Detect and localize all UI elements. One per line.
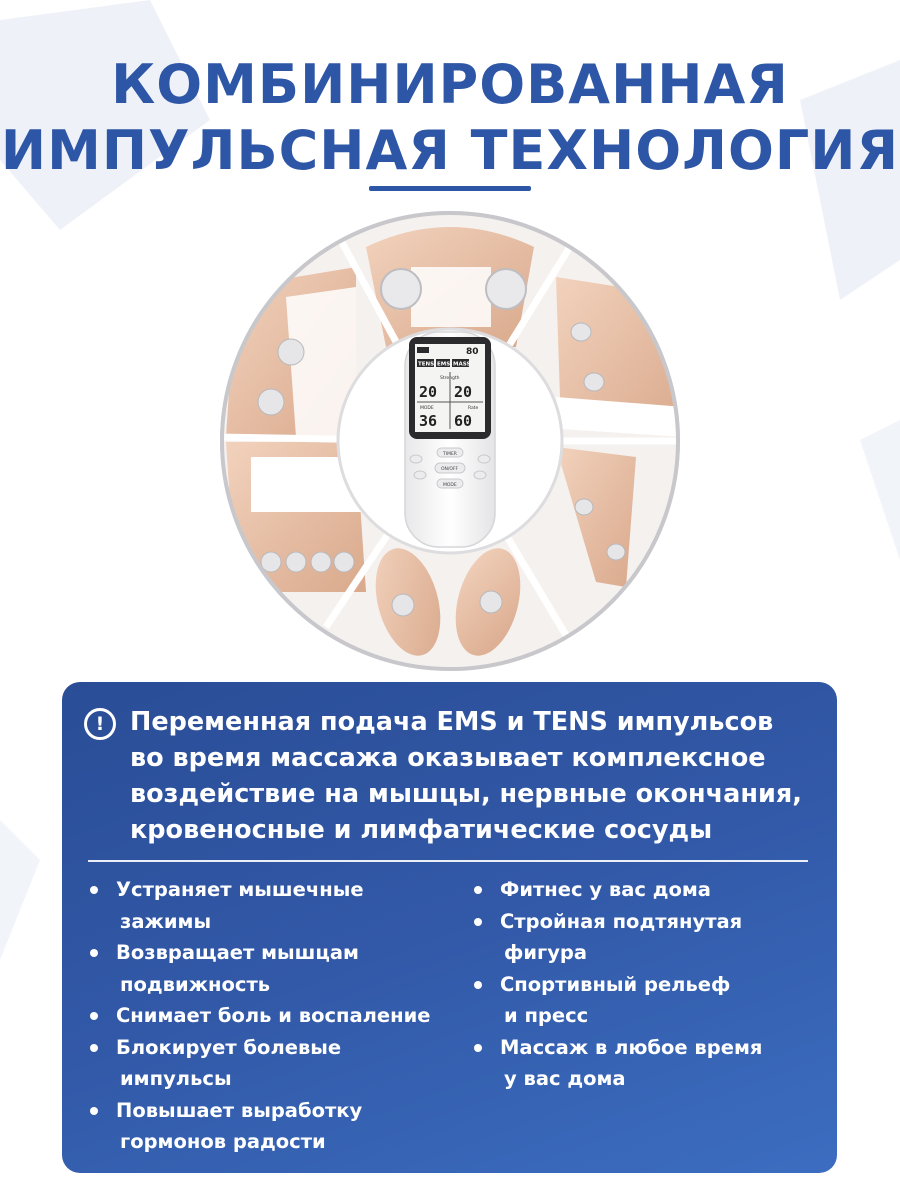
device-mode-mass: MASS: [453, 361, 471, 368]
page-title-line-1: КОМБИНИРОВАННАЯ: [111, 53, 789, 116]
list-item: [468, 969, 828, 1032]
bullet-icon: [474, 918, 482, 926]
info-line: Переменная подача EMS и TENS импульсов: [130, 707, 774, 737]
info-description: [130, 704, 820, 848]
list-item-text: у вас дома: [504, 1067, 626, 1090]
bullet-icon: [90, 949, 98, 957]
list-item: [468, 874, 828, 906]
card-divider: [88, 860, 808, 862]
arm-electrodes-photo: [226, 267, 356, 437]
tens-device: [405, 332, 495, 547]
list-item-text: гормонов радости: [120, 1130, 326, 1153]
list-item-text: Стройная подтянутая: [500, 909, 743, 933]
bullet-icon: [474, 886, 482, 894]
list-item-text: Устраняет мышечные: [116, 878, 364, 901]
exclamation-circle-icon: !: [84, 708, 116, 740]
device-mode-ems: EMS: [437, 361, 451, 368]
page-title: [0, 52, 900, 184]
list-item-text: подвижность: [120, 972, 271, 996]
list-item-text: Массаж в любое время: [500, 1035, 763, 1059]
abdomen-electrodes-photo: [556, 277, 684, 437]
list-item-text: Фитнес у вас дома: [500, 878, 711, 901]
benefits-list-left: [84, 874, 474, 1158]
list-item: [84, 1000, 474, 1032]
benefits-list-right: [468, 874, 828, 1095]
bullet-icon: [90, 1107, 98, 1115]
info-line: воздействие на мышцы, нервные окончания,: [130, 779, 802, 809]
device-mode-tens: TENS: [418, 361, 435, 368]
device-rate-value: 60: [454, 412, 473, 430]
device-top-value: 80: [466, 347, 479, 357]
bullet-icon: [90, 1044, 98, 1052]
application-collage: [216, 207, 684, 675]
device-left-strength: 20: [419, 383, 438, 401]
list-item: [84, 937, 474, 1000]
page-title-line-2: ИМПУЛЬСНАЯ ТЕХНОЛОГИЯ: [0, 119, 900, 182]
info-card: [62, 682, 837, 1173]
list-item: [84, 1032, 474, 1095]
device-mode-label: MODE: [420, 406, 434, 411]
list-item-text: фигура: [504, 941, 588, 964]
bullet-icon: [474, 981, 482, 989]
list-item-text: Возвращает мышцам: [116, 941, 359, 964]
list-item-text: Снимает боль и воспаление: [116, 1004, 431, 1027]
title-underline: [369, 186, 531, 191]
list-item-text: импульсы: [120, 1067, 232, 1090]
list-item: [84, 1095, 474, 1158]
device-rate-label: Rate: [468, 406, 479, 411]
device-timer-button: TIMER: [443, 452, 457, 457]
list-item-text: Спортивный рельеф: [500, 972, 731, 996]
list-item: [468, 906, 828, 969]
list-item-text: зажимы: [120, 909, 212, 933]
list-item: [84, 874, 474, 937]
info-line: кровеносные и лимфатические сосуды: [130, 815, 713, 845]
device-mode-value: 36: [419, 412, 438, 430]
device-strength-label: Strength: [440, 376, 460, 381]
list-item: [468, 1032, 828, 1095]
device-mode-button: MODE: [443, 483, 457, 488]
bullet-icon: [90, 1012, 98, 1020]
bullet-icon: [90, 886, 98, 894]
list-item-text: Повышает выработку: [116, 1098, 363, 1122]
device-right-strength: 20: [454, 383, 473, 401]
device-onoff-button: ON/OFF: [441, 467, 459, 472]
info-line: во время массажа оказывает комплексное: [130, 743, 766, 773]
list-item-text: и пресс: [504, 1004, 589, 1027]
list-item-text: Блокирует болевые: [116, 1035, 342, 1059]
bullet-icon: [474, 1044, 482, 1052]
